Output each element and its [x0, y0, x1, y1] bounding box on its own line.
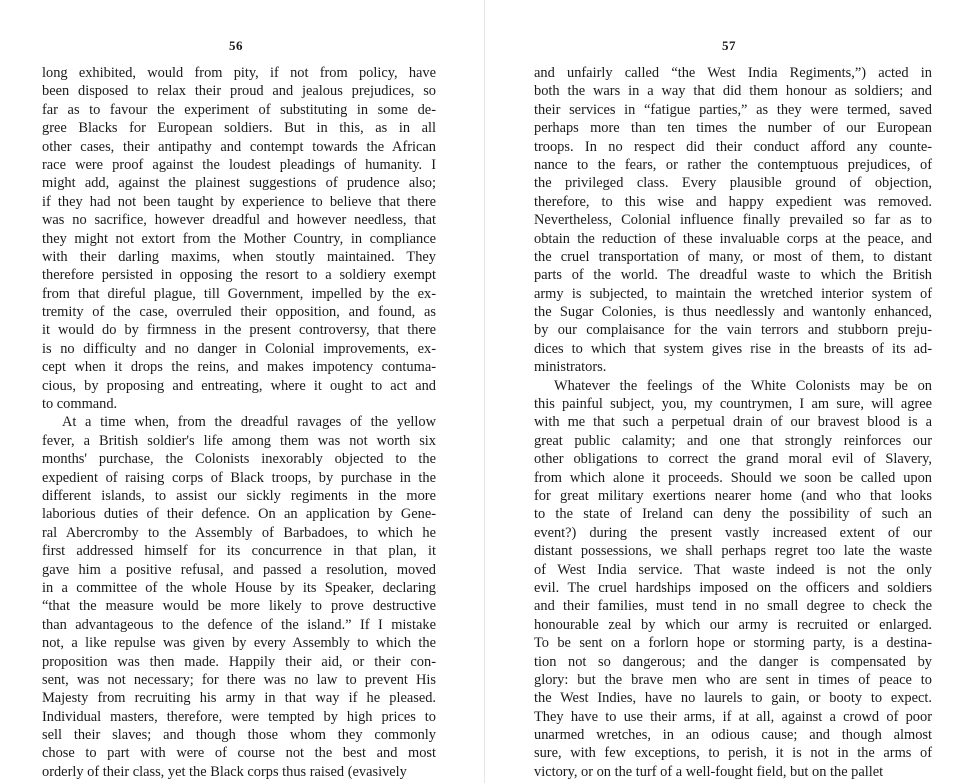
text-line: nance to the fears, or rather the contemptuous prejudices, of — [534, 156, 932, 173]
text-line: with me that such a perpetual drain of our bravest blood is a — [534, 414, 932, 431]
text-line: parts of the world. The dreadful waste to which the British — [534, 267, 932, 284]
gutter-divider — [484, 0, 485, 783]
text-line: by our complaisance for the vain terrors and stubborn preju- — [534, 322, 932, 339]
text-line: tremity of the case, overruled their opposition, and found, as — [42, 304, 436, 321]
text-line: different islands, to assist our sickly regiments in the more — [42, 487, 436, 504]
text-line: laborious duties of their defence. On an application by Gene- — [42, 506, 436, 523]
text-line: the privileged class. Every plausible ground of objection, — [534, 175, 932, 192]
text-line: expedient of raising corps of Black troops, by purchase in the — [42, 469, 436, 486]
text-line: great public calamity; and one that strongly reinforces our — [534, 432, 932, 449]
text-line: than advantageous to the defence of the island.” If I mistake — [42, 616, 436, 633]
text-line: gree Blacks for European soldiers. But in this, as in all — [42, 120, 436, 137]
text-line: Individual masters, therefore, were tempted by high prices to — [42, 708, 436, 725]
text-line: both the wars in a way that did them honour as soldiers; and — [534, 83, 932, 100]
text-line: the West Indies, have no laurels to gain, or booty to expect. — [534, 690, 932, 707]
text-line: the Sugar Colonies, is thus needlessly and wantonly enhanced, — [534, 304, 932, 321]
text-line: At a time when, from the dreadful ravages of the yellow — [62, 414, 436, 431]
text-line: and unfairly called “the West India Regiments,”) acted in — [534, 65, 932, 81]
text-line: Whatever the feelings of the White Colonists may be on — [554, 377, 932, 394]
text-line: army is subjected, to maintain the wretched interior system of — [534, 285, 932, 302]
text-line: obtain the reduction of these invaluable corps at the peace, and — [534, 230, 932, 247]
text-line: for great military exertions nearer home (and who that looks — [534, 487, 932, 504]
text-line: to the state of Ireland can deny the possibility of such an — [534, 506, 932, 523]
text-line: fever, a British soldier's life among them was not worth six — [42, 432, 436, 449]
text-line: sent, was not necessary; for there was no law to prevent His — [42, 671, 436, 688]
text-line: the cruel transportation of many, or most of them, to distant — [534, 248, 932, 265]
text-line: gave him a positive refusal, and passed a resolution, moved — [42, 561, 436, 578]
text-line: their services in “fatigue parties,” as they were termed, saved — [534, 101, 932, 118]
text-line: long exhibited, would from pity, if not from policy, have — [42, 65, 436, 81]
text-line: sell their slaves; and though those whom they commonly — [42, 727, 436, 744]
text-line: perhaps more than ten times the number of our European — [534, 120, 932, 137]
text-line: event?) during the present vastly increased extent of our — [534, 524, 932, 541]
text-line: first addressed himself for its concurrence in that plan, it — [42, 543, 436, 560]
text-line: tion not so dangerous; and the danger is compensated by — [534, 653, 932, 670]
text-line: from that direful plague, till Government, impelled by the ex- — [42, 285, 436, 302]
text-line: distant possessions, we shall perhaps regret too late the waste — [534, 543, 932, 560]
text-line: in a committee of the whole House by its Speaker, declaring — [42, 579, 436, 596]
right-page — [490, 0, 980, 783]
text-line: chose to part with were of course not the best and most — [42, 745, 436, 762]
text-line: was no sacrifice, however dreadful and however needless, that — [42, 212, 436, 229]
text-line: therefore persisted in opposing the resort to a soldiery exempt — [42, 267, 436, 284]
text-line: if they had not been taught by experience to believe that there — [42, 193, 436, 210]
text-line: months' purchase, the Colonists inexorably objected to the — [42, 451, 436, 468]
text-line: victory, or on the turf of a well-fought field, but on the pallet — [534, 763, 884, 780]
left-page — [0, 0, 478, 783]
text-line: evil. The cruel hardships imposed on the officers and soldiers — [534, 579, 932, 596]
text-line: Nevertheless, Colonial influence finally prevailed so far as to — [534, 212, 932, 229]
text-line: ral Abercromby to the Assembly of Barbadoes, to which he — [42, 524, 436, 541]
text-line: of West India service. That waste indeed is not the only — [534, 561, 932, 578]
text-line: might add, against the plainest suggestions of prudence also; — [42, 175, 436, 192]
text-line: race were proof against the loudest pleadings of humanity. I — [42, 156, 436, 173]
text-line: dices to which that system gives rise in the breasts of its ad- — [534, 340, 932, 357]
text-line: orderly of their class, yet the Black corps thus raised (evasively — [42, 763, 407, 780]
text-line: ministrators. — [534, 359, 607, 376]
text-line: far as to favour the experiment of substituting in some de- — [42, 101, 436, 118]
text-line: with their darling maxims, when stoutly maintained. They — [42, 248, 436, 265]
text-line: glory: but the brave men who are sent in times of peace to — [534, 671, 932, 688]
text-line: cept when it drops the reins, and makes impotency contuma- — [42, 359, 436, 376]
text-line: honourable zeal by which our army is recruited or enlarged. — [534, 616, 932, 633]
text-line: therefore, to this wise and happy expedient was removed. — [534, 193, 932, 210]
text-line: To be sent on a forlorn hope or storming party, is a destina- — [534, 635, 932, 652]
text-line: other obligations to correct the grand moral evil of Slavery, — [534, 451, 932, 468]
text-line: to command. — [42, 396, 118, 413]
text-line: other cases, their antipathy and contempt towards the African — [42, 138, 436, 155]
text-line: Majesty from recruiting his army in that way if he pleased. — [42, 690, 436, 707]
text-line: from which alone it proceeds. Should we soon be called upon — [534, 469, 932, 486]
text-line: they might not extort from the Mother Country, in compliance — [42, 230, 436, 247]
text-line: not, a like repulse was given by every Assembly to which the — [42, 635, 436, 652]
text-line: “that the measure would be more likely to prove destructive — [42, 598, 436, 615]
text-line: troops. In no respect did their conduct afford any counte- — [534, 138, 932, 155]
text-line: unarmed wretches, in an odious cause; and though almost — [534, 727, 932, 744]
text-line: is no difficulty and no danger in Colonial improvements, ex- — [42, 340, 436, 357]
text-line: sure, with few exceptions, to perish, it is not in the arms of — [534, 745, 932, 762]
text-line: proposition was then made. Happily their aid, or their con- — [42, 653, 436, 670]
text-line: been disposed to relax their proud and jealous prejudices, so — [42, 83, 436, 100]
text-line: and their families, must tend in no small degree to check the — [534, 598, 932, 615]
text-line: cious, by proposing and entreating, where it ought to act and — [42, 377, 436, 394]
right-page-text — [534, 64, 932, 781]
text-line: this painful subject, you, my countrymen, I am sure, will agree — [534, 396, 932, 413]
text-line: They have to use their arms, if at all, against a crowd of poor — [534, 708, 932, 725]
page-number-left: 56 — [229, 38, 243, 53]
text-line: it would do by firmness in the present controversy, that there — [42, 322, 436, 339]
left-page-text — [42, 64, 436, 781]
page-number-right: 57 — [722, 38, 736, 53]
